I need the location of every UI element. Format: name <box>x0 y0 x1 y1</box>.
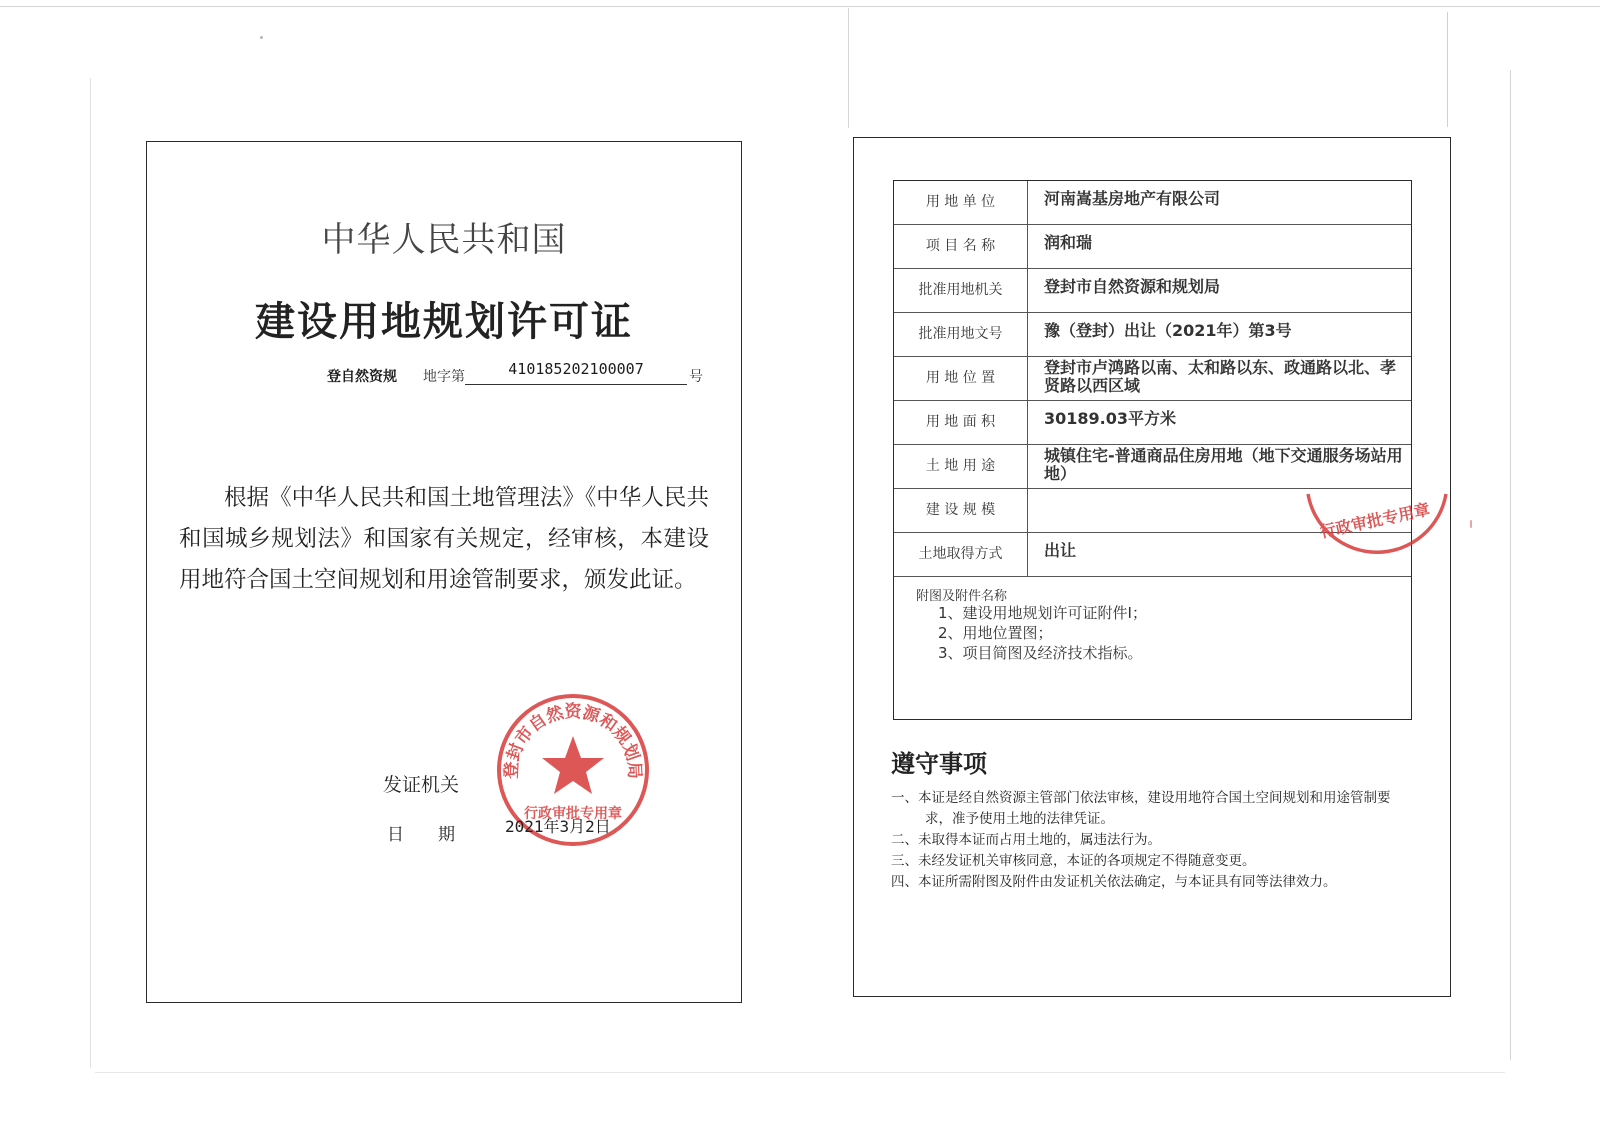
note-item: 四、本证所需附图及附件由发证机关依法确定，与本证具有同等法律效力。 <box>891 874 1337 890</box>
date-label: 日 期 <box>387 825 455 845</box>
issue-date: 2021年3月2日 <box>505 817 611 836</box>
scan-edge-bottom <box>95 1072 1505 1073</box>
attachment-item: 2、用地位置图； <box>938 624 1053 642</box>
star-icon <box>542 736 604 794</box>
attachments-title: 附图及附件名称 <box>916 589 1008 604</box>
row-label: 土 地 用 途 <box>894 445 1028 488</box>
row-label: 用 地 面 积 <box>894 401 1028 444</box>
partial-seal-stamp <box>1302 490 1452 562</box>
table-row <box>894 445 1411 489</box>
row-label: 用 地 单 位 <box>894 181 1028 224</box>
country-name: 中华人民共和国 <box>321 220 567 260</box>
notes-list <box>891 788 1411 893</box>
row-label: 建 设 规 模 <box>894 489 1028 532</box>
scan-speck <box>1470 520 1472 528</box>
note-item: 一、本证是经自然资源主管部门依法审核，建设用地符合国土空间规划和用途管制要求，准予使用土地的法律凭证。 <box>891 790 1391 827</box>
seal-outer-text: 登封市自然资源和规划局 <box>501 702 645 780</box>
statement-paragraph: 根据《中华人民共和国土地管理法》《中华人民共和国城乡规划法》和国家有关规定，经审核，本建设用地符合国土空间规划和用途管制要求，颁发此证。 <box>179 485 709 593</box>
row-value: 豫（登封）出让（2021年）第3号 <box>1044 321 1292 340</box>
scan-edge-right-sheet-top <box>848 8 849 128</box>
scan-edge-far-right <box>1510 70 1511 1060</box>
attachment-item: 3、项目简图及经济技术指标。 <box>938 644 1143 662</box>
issuer-label: 发证机关 <box>383 774 460 796</box>
row-value: 润和瑞 <box>1044 233 1093 252</box>
row-value: 登封市卢鸿路以南、太和路以东、政通路以北、孝贤路以西区域 <box>1044 358 1397 395</box>
attachments-section <box>894 577 1411 719</box>
land-info-table <box>893 180 1412 720</box>
certificate-title: 建设用地规划许可证 <box>255 299 633 345</box>
scan-edge-left-sheet <box>90 78 91 1068</box>
table-row <box>894 269 1411 313</box>
certificate-detail-page <box>853 137 1451 997</box>
row-value: 登封市自然资源和规划局 <box>1044 277 1221 296</box>
certificate-cover-page <box>146 141 742 1003</box>
table-row <box>894 357 1411 401</box>
table-row <box>894 401 1411 445</box>
scan-edge-top <box>0 6 1600 7</box>
attachments-list <box>938 603 1147 663</box>
permit-suffix: 号 <box>689 369 703 385</box>
note-item: 二、未取得本证而占用土地的，属违法行为。 <box>891 832 1161 848</box>
attachment-item: 1、建设用地规划许可证附件Ⅰ； <box>938 604 1147 622</box>
permit-middle: 地字第 <box>423 369 465 385</box>
row-value: 河南嵩基房地产有限公司 <box>1044 189 1221 208</box>
notes-heading: 遵守事项 <box>891 750 987 778</box>
row-label: 项 目 名 称 <box>894 225 1028 268</box>
scan-speck <box>260 36 263 39</box>
row-label: 用 地 位 置 <box>894 357 1028 400</box>
row-label: 批准用地机关 <box>894 269 1028 312</box>
row-value: 出让 <box>1044 541 1077 560</box>
row-label: 土地取得方式 <box>894 533 1028 576</box>
table-row <box>894 225 1411 269</box>
seal-inner-text: 行政审批专用章 <box>524 806 622 822</box>
permit-prefix: 登自然资规 <box>327 369 397 385</box>
partial-seal-text: 行政审批专用章 <box>1318 499 1432 542</box>
row-value: 城镇住宅-普通商品住房用地（地下交通服务场站用地） <box>1044 446 1403 483</box>
table-row <box>894 313 1411 357</box>
table-row <box>894 181 1411 225</box>
note-item: 三、未经发证机关审核同意，本证的各项规定不得随意变更。 <box>891 853 1256 869</box>
scan-edge-right-sheet <box>1447 12 1448 127</box>
row-value: 30189.03平方米 <box>1044 409 1177 428</box>
permit-number-line <box>327 360 727 386</box>
certificate-statement <box>179 478 709 601</box>
row-label: 批准用地文号 <box>894 313 1028 356</box>
permit-number: 410185202100007 <box>465 360 687 385</box>
